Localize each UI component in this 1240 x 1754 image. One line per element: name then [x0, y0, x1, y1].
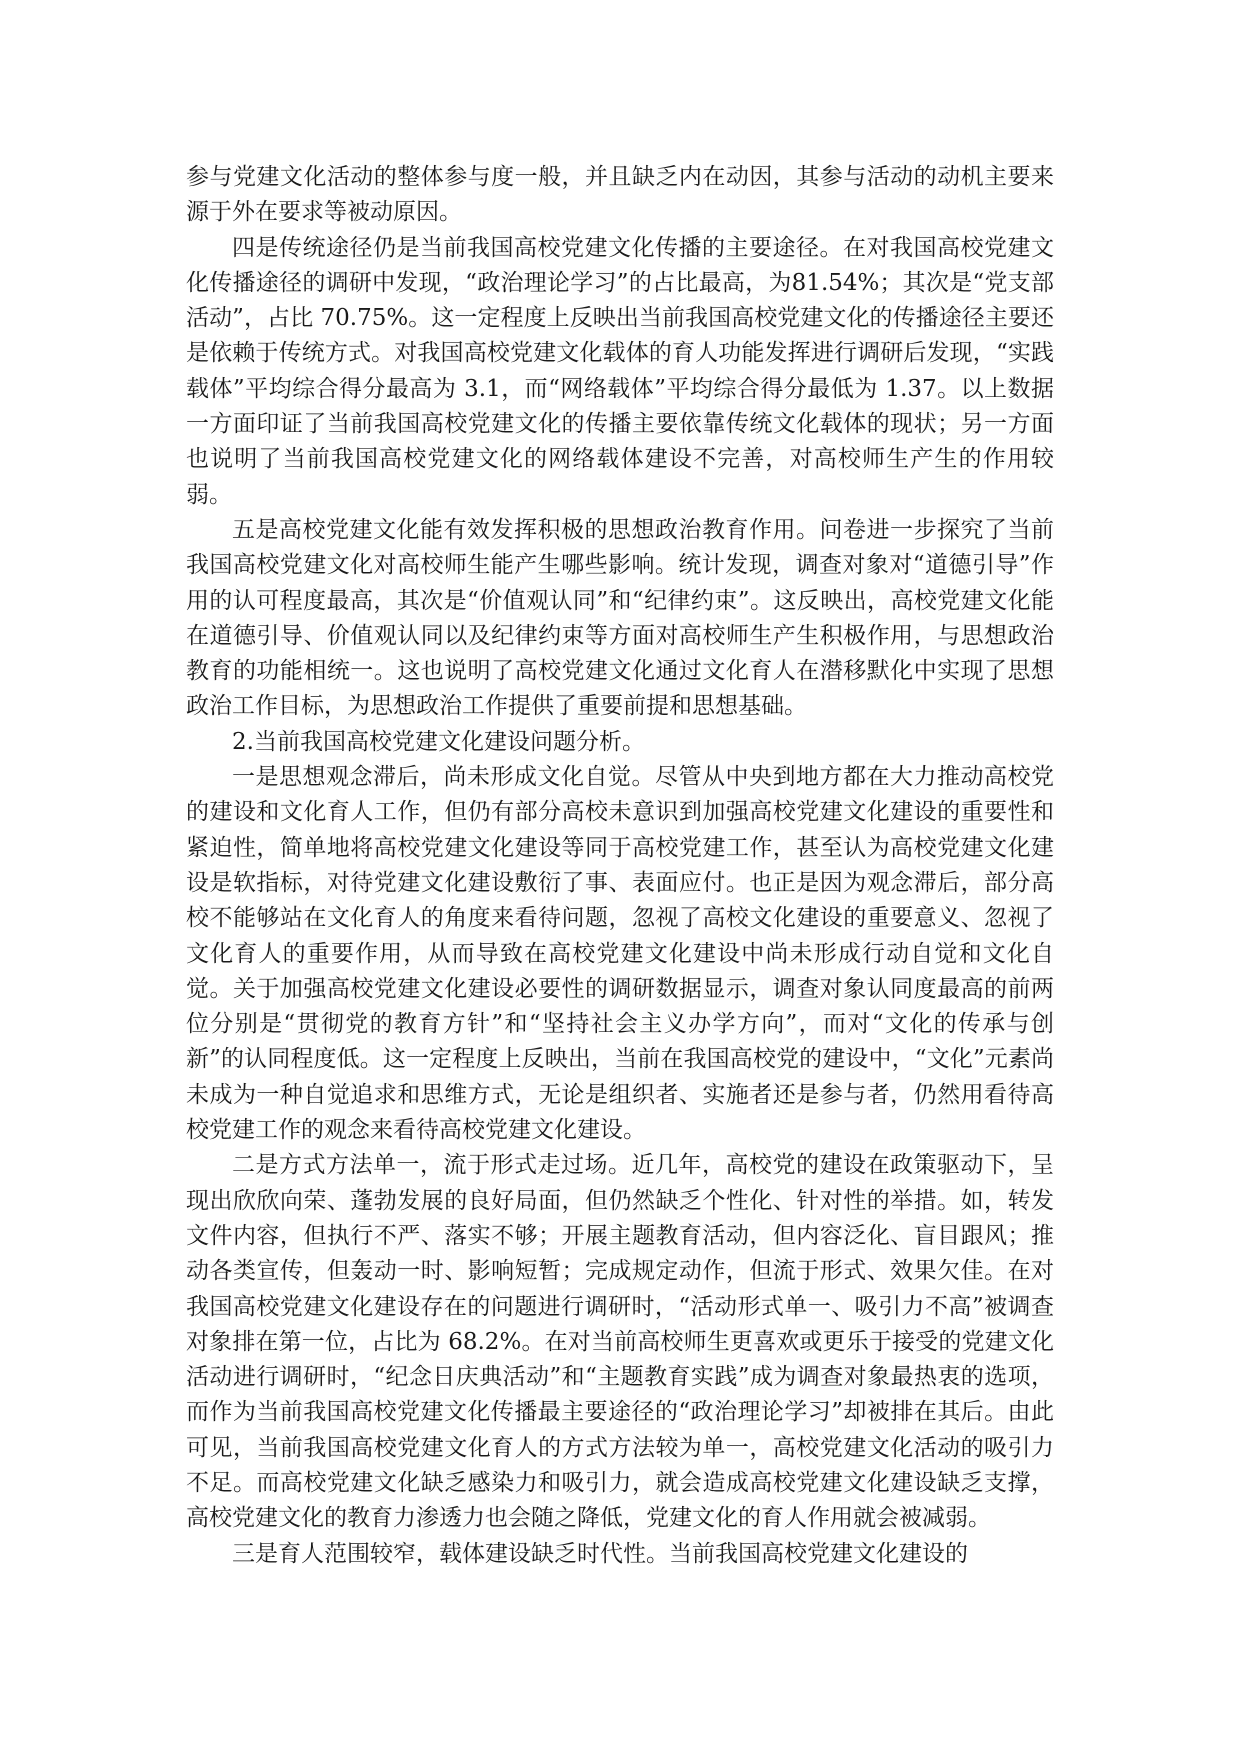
- paragraph-education-role: 五是高校党建文化能有效发挥积极的思想政治教育作用。问卷进一步探究了当前我国高校党建文化对高校师生能产生哪些影响。统计发现，调查对象对“道德引导”作用的认可程度最高，其次是“价值观认同”和“纪律约束”。这反映出，高校党建文化能在道德引导、价值观认同以及纪律约束等方面对高校师生产生积极作用，与思想政治教育的功能相统一。这也说明了高校党建文化通过文化育人在潜移默化中实现了思想政治工作目标，为思想政治工作提供了重要前提和思想基础。: [186, 516, 1054, 720]
- paragraph-narrow-scope: 三是育人范围较窄，载体建设缺乏时代性。当前我国高校党建文化建设的: [232, 1540, 968, 1567]
- paragraph-ideology-lag: 一是思想观念滞后，尚未形成文化自觉。尽管从中央到地方都在大力推动高校党的建设和文化育人工作，但仍有部分高校未意识到加强高校党建文化建设的重要性和紧迫性，简单地将高校党建文化建设等同于高校党建工作，甚至认为高校党建文化建设是软指标，对待党建文化建设敷衍了事、表面应付。也正是因为观念滞后，部分高校不能够站在文化育人的角度来看待问题，忽视了高校文化建设的重要意义、忽视了文化育人的重要作用，从而导致在高校党建文化建设中尚未形成行动自觉和文化自觉。关于加强高校党建文化建设必要性的调研数据显示，调查对象认同度最高的前两位分别是“贯彻党的教育方针”和“坚持社会主义办学方向”，而对“文化的传承与创新”的认同程度低。这一定程度上反映出，当前在我国高校党的建设中，“文化”元素尚未成为一种自觉追求和思维方式，无论是组织者、实施者还是参与者，仍然用看待高校党建工作的观念来看待高校党建文化建设。: [186, 764, 1054, 1144]
- section-heading-problem-analysis: 2.当前我国高校党建文化建设问题分析。: [232, 728, 645, 755]
- body-text: [186, 160, 1054, 1572]
- paragraph-continuation: 参与党建文化活动的整体参与度一般，并且缺乏内在动因，其参与活动的动机主要来源于外在要求等被动原因。: [186, 164, 1054, 226]
- paragraph-single-methods: 二是方式方法单一，流于形式走过场。近几年，高校党的建设在政策驱动下，呈现出欣欣向荣、蓬勃发展的良好局面，但仍然缺乏个性化、针对性的举措。如，转发文件内容，但执行不严、落实不够；开展主题教育活动，但内容泛化、盲目跟风；推动各类宣传，但轰动一时、影响短暂；完成规定动作，但流于形式、效果欠佳。在对我国高校党建文化建设存在的问题进行调研时，“活动形式单一、吸引力不高”被调查对象排在第一位，占比为 68.2%。在对当前高校师生更喜欢或更乐于接受的党建文化活动进行调研时，“纪念日庆典活动”和“主题教育实践”成为调查对象最热衷的选项，而作为当前我国高校党建文化传播最主要途径的“政治理论学习”却被排在其后。由此可见，当前我国高校党建文化育人的方式方法较为单一，高校党建文化活动的吸引力不足。而高校党建文化缺乏感染力和吸引力，就会造成高校党建文化建设缺乏支撑，高校党建文化的教育力渗透力也会随之降低，党建文化的育人作用就会被减弱。: [186, 1152, 1054, 1532]
- paragraph-traditional-channels: 四是传统途径仍是当前我国高校党建文化传播的主要途径。在对我国高校党建文化传播途径的调研中发现，“政治理论学习”的占比最高，为81.54%；其次是“党支部活动”，占比 70.75%。这一定程度上反映出当前我国高校党建文化的传播途径主要还是依赖于传统方式。对我国高校党建文化载体的育人功能发挥进行调研后发现，“实践载体”平均综合得分最高为 3.1，而“网络载体”平均综合得分最低为 1.37。以上数据一方面印证了当前我国高校党建文化的传播主要依靠传统文化载体的现状；另一方面也说明了当前我国高校党建文化的网络载体建设不完善，对高校师生产生的作用较弱。: [186, 234, 1054, 508]
